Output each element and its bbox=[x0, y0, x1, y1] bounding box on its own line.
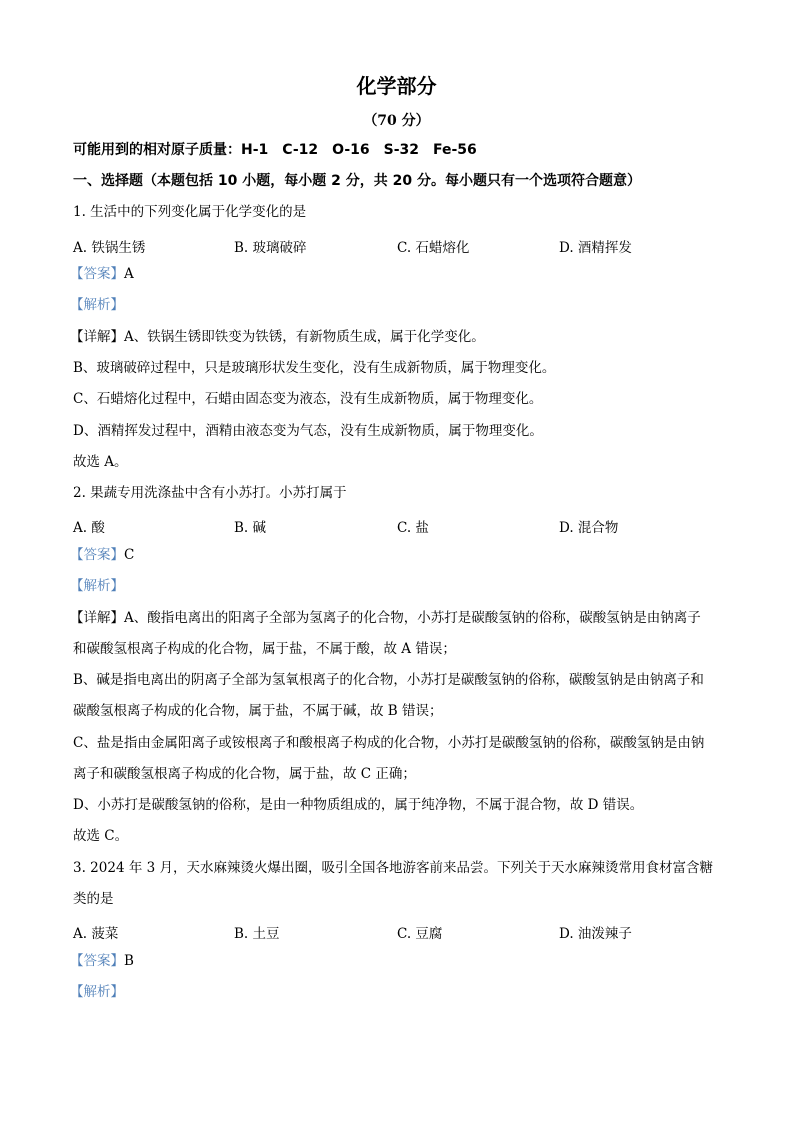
answer-value: C bbox=[124, 547, 135, 563]
detail-text: A、酸指电离出的阳离子全部为氢离子的化合物，小苏打是碳酸氢钠的俗称，碳酸氢钠是由钠离子 bbox=[124, 610, 701, 626]
analysis-label: 【解析】 bbox=[70, 984, 124, 1000]
detail-line: C、盐是指由金属阳离子或铵根离子和酸根离子构成的化合物，小苏打是碳酸氢钠的俗称，碳酸氢钠是由钠 bbox=[73, 735, 705, 751]
detail-line: B、碱是指电离出的阴离子全部为氢氧根离子的化合物，小苏打是碳酸氢钠的俗称，碳酸氢钠是由钠离子和 bbox=[73, 672, 704, 688]
detail-line bbox=[70, 329, 485, 345]
detail-label: 【详解】 bbox=[70, 610, 124, 626]
option-d: D. 酒精挥发 bbox=[559, 240, 632, 256]
detail-line bbox=[70, 610, 701, 626]
detail-line: B、玻璃破碎过程中，只是玻璃形状发生变化，没有生成新物质，属于物理变化。 bbox=[73, 360, 556, 376]
answer-label: 【答案】 bbox=[70, 547, 124, 563]
atomic-masses: 可能用到的相对原子质量：H-1 C-12 O-16 S-32 Fe-56 bbox=[73, 142, 477, 158]
analysis-label: 【解析】 bbox=[70, 297, 124, 313]
option-b: B. 玻璃破碎 bbox=[234, 240, 307, 256]
answer-line bbox=[70, 547, 134, 563]
detail-line: 碳酸氢根离子构成的化合物，属于盐，不属于碱，故 B 错误； bbox=[73, 703, 443, 719]
answer-label: 【答案】 bbox=[70, 953, 124, 969]
question-stem: 3. 2024 年 3 月，天水麻辣烫火爆出圈，吸引全国各地游客前来品尝。下列关于天水麻辣烫常用食材富含糖 bbox=[73, 860, 713, 876]
option-a: A. 酸 bbox=[73, 520, 105, 536]
option-d: D. 混合物 bbox=[559, 520, 619, 536]
detail-label: 【详解】 bbox=[70, 329, 124, 345]
answer-value: A bbox=[124, 266, 134, 282]
option-b: B. 土豆 bbox=[234, 926, 280, 942]
answer-line bbox=[70, 266, 134, 282]
detail-line: D、小苏打是碳酸氢钠的俗称，是由一种物质组成的，属于纯净物，不属于混合物，故 D 错误。 bbox=[73, 797, 644, 813]
option-a: A. 铁锅生锈 bbox=[73, 240, 146, 256]
detail-line: D、酒精挥发过程中，酒精由液态变为气态，没有生成新物质，属于物理变化。 bbox=[73, 423, 543, 439]
answer-value: B bbox=[124, 953, 134, 969]
detail-line: C、石蜡熔化过程中，石蜡由固态变为液态，没有生成新物质，属于物理变化。 bbox=[73, 391, 543, 407]
option-c: C. 豆腐 bbox=[397, 926, 443, 942]
answer-line bbox=[70, 953, 134, 969]
section-heading: 一、选择题（本题包括 10 小题，每小题 2 分，共 20 分。每小题只有一个选项符合题意） bbox=[73, 173, 641, 189]
question-stem: 1. 生活中的下列变化属于化学变化的是 bbox=[73, 204, 307, 220]
option-b: B. 碱 bbox=[234, 520, 267, 536]
detail-text: A、铁锅生锈即铁变为铁锈，有新物质生成，属于化学变化。 bbox=[124, 329, 485, 345]
analysis-label: 【解析】 bbox=[70, 578, 124, 594]
option-c: C. 石蜡熔化 bbox=[397, 240, 470, 256]
option-d: D. 油泼辣子 bbox=[559, 926, 632, 942]
conclusion: 故选 C。 bbox=[73, 828, 129, 844]
score-note: （70 分） bbox=[363, 113, 430, 129]
detail-line: 离子和碳酸氢根离子构成的化合物，属于盐，故 C 正确； bbox=[73, 766, 416, 782]
detail-line: 和碳酸氢根离子构成的化合物，属于盐，不属于酸，故 A 错误； bbox=[73, 641, 456, 657]
answer-label: 【答案】 bbox=[70, 266, 124, 282]
option-a: A. 菠菜 bbox=[73, 926, 119, 942]
conclusion: 故选 A。 bbox=[73, 454, 128, 470]
option-c: C. 盐 bbox=[397, 520, 429, 536]
question-stem-cont: 类的是 bbox=[73, 891, 114, 907]
question-stem: 2. 果蔬专用洗涤盐中含有小苏打。小苏打属于 bbox=[73, 485, 347, 501]
page-title: 化学部分 bbox=[356, 74, 437, 98]
